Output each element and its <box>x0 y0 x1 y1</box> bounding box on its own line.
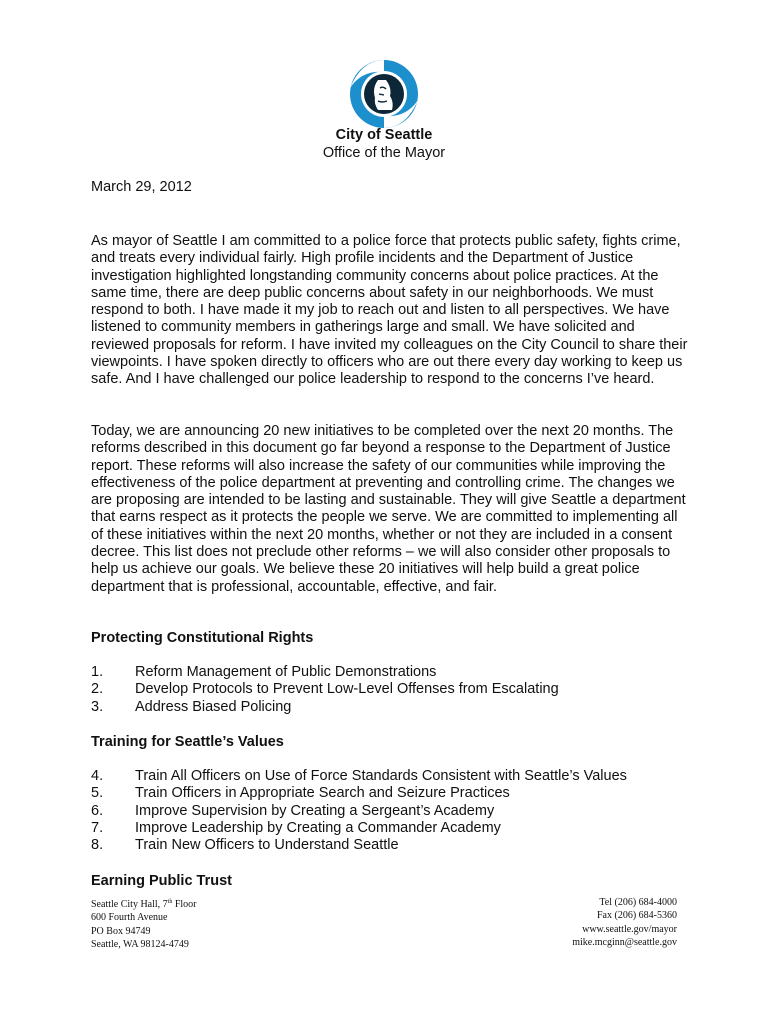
list-item <box>91 820 711 837</box>
item-text: Improve Leadership by Creating a Commander Academy <box>135 819 501 836</box>
body-paragraph: As mayor of Seattle I am committed to a police force that protects public safety, fights crime, and treats every individual fairly. High profile incidents and the Department of Justice investigation highlighted longstanding community concerns about police practices. At the same time, there are deep public concerns about safety in our neighborhoods. We must respond to both. I have made it my job to reach out and listen to all perspectives. We have listened to community members in gatherings large and small. We have solicited and reviewed proposals for reform. I have invited my colleagues on the City Council to share their viewpoints. I have spoken directly to officers who are out there every day working to keep us safe. And I have challenged our police leadership to respond to the concerns I’ve heard. <box>91 233 688 388</box>
item-number: 5. <box>91 785 104 802</box>
list-item <box>91 837 711 854</box>
fax-number: Fax (206) 684-5360 <box>597 910 677 922</box>
item-text: Improve Supervision by Creating a Sergeant’s Academy <box>135 802 495 819</box>
item-number: 3. <box>91 698 104 715</box>
item-text: Develop Protocols to Prevent Low-Level Offenses from Escalating <box>135 681 559 698</box>
list-item <box>91 768 711 785</box>
item-number: 6. <box>91 802 104 819</box>
initiative-list <box>91 664 711 716</box>
address-line: Seattle, WA 98124-4749 <box>91 938 189 950</box>
list-item <box>91 803 711 820</box>
letter-date: March 29, 2012 <box>91 179 192 195</box>
item-text: Address Biased Policing <box>135 698 292 715</box>
list-item <box>91 664 711 681</box>
address-line: Seattle City Hall, 7th Floor <box>91 899 197 910</box>
list-item <box>91 699 711 716</box>
office-name: Office of the Mayor <box>322 145 446 161</box>
section-heading: Protecting Constitutional Rights <box>91 630 314 646</box>
item-number: 7. <box>91 819 104 836</box>
address-line: PO Box 94749 <box>91 925 151 937</box>
list-item <box>91 681 711 698</box>
phone-number: Tel (206) 684-4000 <box>599 897 677 908</box>
initiative-list <box>91 768 711 854</box>
item-number: 2. <box>91 681 104 698</box>
item-text: Reform Management of Public Demonstrations <box>135 664 437 680</box>
item-text: Train All Officers on Use of Force Standards Consistent with Seattle’s Values <box>135 768 627 784</box>
item-number: 1. <box>91 664 104 680</box>
body-paragraph: Today, we are announcing 20 new initiatives to be completed over the next 20 months. The reforms described in this document go far beyond a response to the Department of Justice report. These reforms will also increase the safety of our communities while improving the effectiveness of the police department at preventing and controlling crime. The changes we are proposing are intended to be lasting and sustainable. They will give Seattle a department that earns respect as it protects the people we serve. We are committed to implementing all of these initiatives within the next 20 months, whether or not they are included in a consent decree. This list does not preclude other reforms – we will also consider other proposals to help us achieve our goals. We believe these 20 initiatives will help build a great police department that is professional, accountable, effective, and fair. <box>91 423 686 595</box>
city-of-seattle-logo <box>348 58 420 130</box>
footer-contact <box>572 896 677 949</box>
website-link[interactable]: www.seattle.gov/mayor <box>582 923 677 935</box>
section-heading: Earning Public Trust <box>91 873 232 889</box>
list-item <box>91 785 711 802</box>
item-text: Train Officers in Appropriate Search and Seizure Practices <box>135 785 510 802</box>
footer-address <box>91 896 197 951</box>
section-heading: Training for Seattle’s Values <box>91 734 284 750</box>
email-link[interactable]: mike.mcginn@seattle.gov <box>572 936 677 948</box>
org-name: City of Seattle <box>335 127 433 143</box>
address-line: 600 Fourth Avenue <box>91 912 168 924</box>
item-number: 8. <box>91 837 104 854</box>
item-text: Train New Officers to Understand Seattle <box>135 837 399 854</box>
item-number: 4. <box>91 768 104 784</box>
